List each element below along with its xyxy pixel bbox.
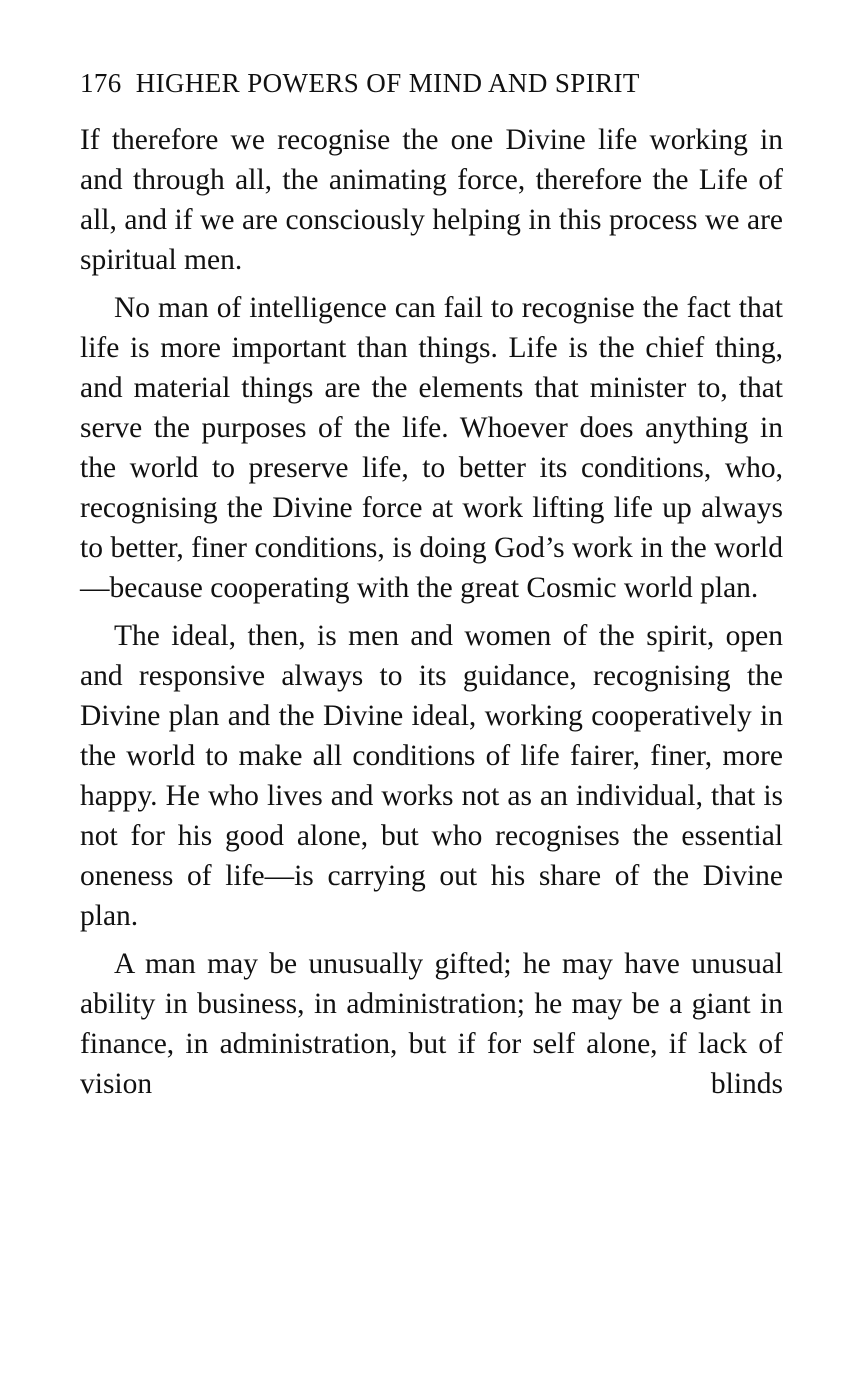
paragraph: A man may be unusually gifted; he may have unusual ability in business, in administration; he may be a giant in finance, in administration, but if for self alone, if lack of vision blinds bbox=[80, 948, 783, 1100]
book-page bbox=[80, 68, 783, 1112]
paragraph: No man of intelligence can fail to recognise the fact that life is more important than things. Life is the chief thing, and material things are the elements that minister to, that serve the purposes of the life. Whoever does anything in the world to preserve life, to better its conditions, who, recognising the Divine force at work lifting life up always to better, finer conditions, is doing God’s work in the world—because cooperating with the great Cosmic world plan. bbox=[80, 292, 783, 604]
paragraph: If therefore we recognise the one Divine life working in and through all, the animating force, therefore the Life of all, and if we are consciously helping in this process we are spiritual men. bbox=[80, 124, 783, 276]
paragraph: The ideal, then, is men and women of the spirit, open and responsive always to its guidance, recognising the Divine plan and the Divine ideal, working cooperatively in the world to make all conditions of life fairer, finer, more happy. He who lives and works not as an individual, that is not for his good alone, but who recognises the essential oneness of life—is carrying out his share of the Divine plan. bbox=[80, 620, 783, 932]
page-number: 176 bbox=[80, 68, 122, 98]
running-head bbox=[80, 68, 783, 112]
running-title: HIGHER POWERS OF MIND AND SPIRIT bbox=[135, 68, 640, 98]
body-text bbox=[80, 120, 783, 1104]
